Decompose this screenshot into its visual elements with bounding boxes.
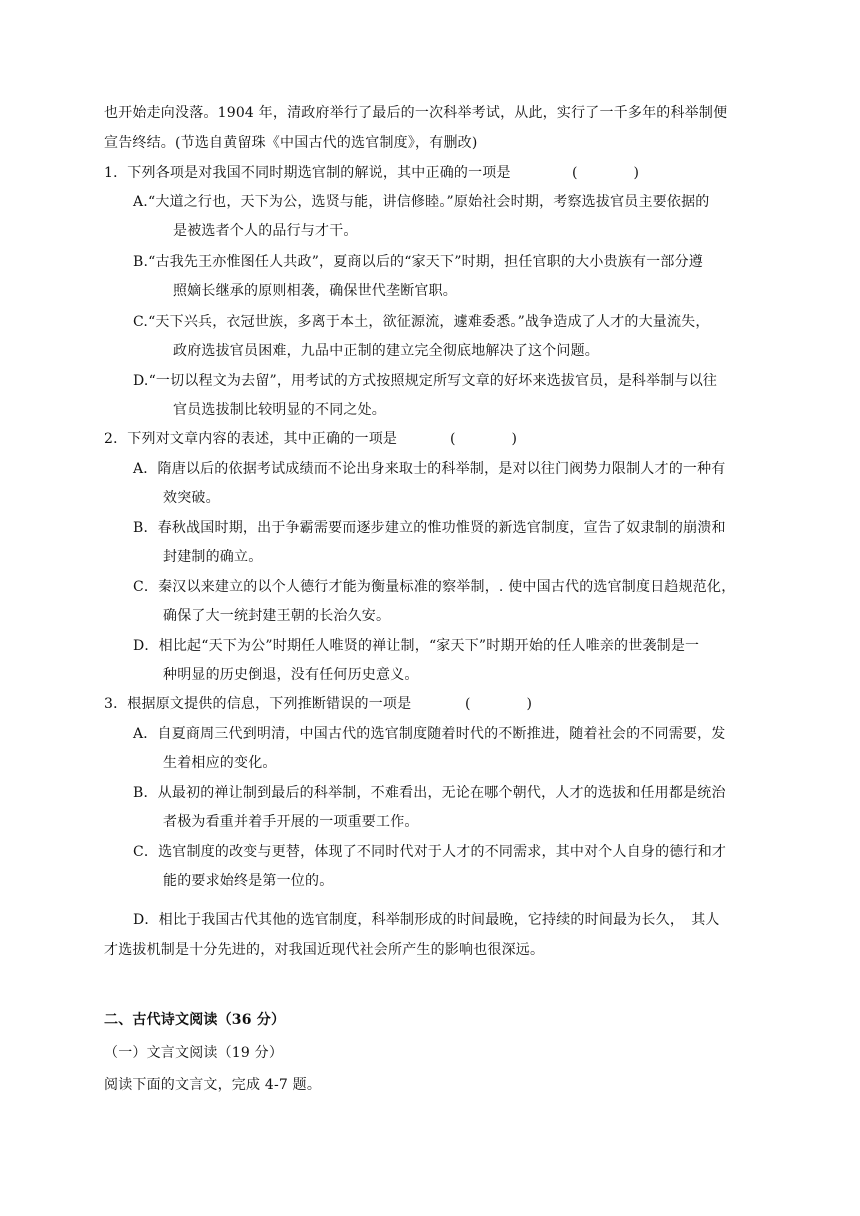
q2-option-a-line2: 效突破。 — [163, 490, 220, 506]
q1-option-b-line2: 照嫡长继承的原则相袭，确保世代垄断官职。 — [173, 283, 457, 299]
q3-option-b-line2: 者极为看重并着手开展的一项重要工作。 — [163, 814, 419, 830]
q3-option-d-line2: 才选拔机制是十分先进的，对我国近现代社会所产生的影响也很深远。 — [104, 942, 545, 958]
q3-option-d-line1: D．相比于我国古代其他的选官制度，科举制形成的时间最晚，它持续的时间最为长久， 其人 — [133, 912, 720, 928]
q2-option-b-line1: B．春秋战国时期，出于争霸需要而逐步建立的惟功惟贤的新选官制度，宣告了奴隶制的崩溃和 — [133, 520, 726, 536]
q1-option-c-line2: 政府选拔官员困难，九品中正制的建立完全彻底地解决了这个问题。 — [173, 343, 599, 359]
q1-option-b-line1: B.“古我先王亦惟图任人共政”，夏商以后的“家天下”时期，担任官职的大小贵族有一部分遵 — [133, 254, 703, 270]
q3-answer-blank: ( ) — [465, 696, 532, 712]
q1-option-d-line2: 官员选拔制比较明显的不同之处。 — [173, 402, 386, 418]
q1-option-c-line1: C.“天下兴兵，衣冠世族，多离于本土，欲征源流，遽难委悉。”战争造成了人才的大量流失， — [133, 314, 710, 330]
q2-option-d-line2: 种明显的历史倒退，没有任何历史意义。 — [163, 667, 419, 683]
q2-option-c-line1: C．秦汉以来建立的以个人德行才能为衡量标准的察举制，. 使中国古代的选官制度日趋规范化， — [133, 579, 736, 595]
q2-option-b-line2: 封建制的确立。 — [163, 549, 263, 565]
q1-option-a-line2: 是被选者个人的品行与才干。 — [173, 223, 358, 239]
q3-option-c-line2: 能的要求始终是第一位的。 — [163, 873, 334, 889]
q3-option-b-line1: B．从最初的禅让制到最后的科举制，不难看出，无论在哪个朝代，人才的选拔和任用都是统治 — [133, 785, 726, 801]
q3-option-c-line1: C．选官制度的改变与更替，体现了不同时代对于人才的不同需求，其中对个人自身的德行和才 — [133, 844, 727, 860]
q2-option-a-line1: A．隋唐以后的依据考试成绩而不论出身来取士的科举制，是对以往门阀势力限制人才的一种有 — [133, 461, 726, 477]
q2-answer-blank: ( ) — [450, 431, 517, 447]
section-heading: 二、古代诗文阅读（36 分） — [104, 1012, 286, 1028]
q1-option-a-line1: A.“大道之行也，天下为公，选贤与能，讲信修睦。”原始社会时期，考察选拔官员主要依据的 — [133, 194, 710, 210]
reading-instruction: 阅读下面的文言文，完成 4-7 题。 — [104, 1077, 322, 1093]
subsection-heading: （一）文言文阅读（19 分） — [104, 1045, 284, 1061]
passage-line-2: 宣告终结。(节选自黄留珠《中国古代的选官制度》，有删改) — [104, 135, 478, 151]
q1-stem: 1．下列各项是对我国不同时期选官制的解说，其中正确的一项是 — [104, 165, 511, 181]
q1-option-d-line1: D.“一切以程文为去留”，用考试的方式按照规定所写文章的好坏来选拔官员，是科举制与以往 — [133, 373, 718, 389]
q2-option-c-line2: 确保了大一统封建王朝的长治久安。 — [163, 608, 391, 624]
q1-answer-blank: ( ) — [572, 165, 639, 181]
q3-option-a-line2: 生着相应的变化。 — [163, 755, 277, 771]
q3-option-a-line1: A．自夏商周三代到明清，中国古代的选官制度随着时代的不断推进，随着社会的不同需要，发 — [133, 726, 726, 742]
passage-line-1: 也开始走向没落。1904 年，清政府举行了最后的一次科举考试，从此，实行了一千多年的科举制便 — [104, 105, 728, 121]
q2-stem: 2．下列对文章内容的表述，其中正确的一项是 — [104, 431, 398, 447]
q3-stem: 3．根据原文提供的信息，下列推断错误的一项是 — [104, 696, 412, 712]
q2-option-d-line1: D．相比起“天下为公”时期任人唯贤的禅让制，“家天下”时期开始的任人唯亲的世袭制是一 — [133, 638, 700, 654]
